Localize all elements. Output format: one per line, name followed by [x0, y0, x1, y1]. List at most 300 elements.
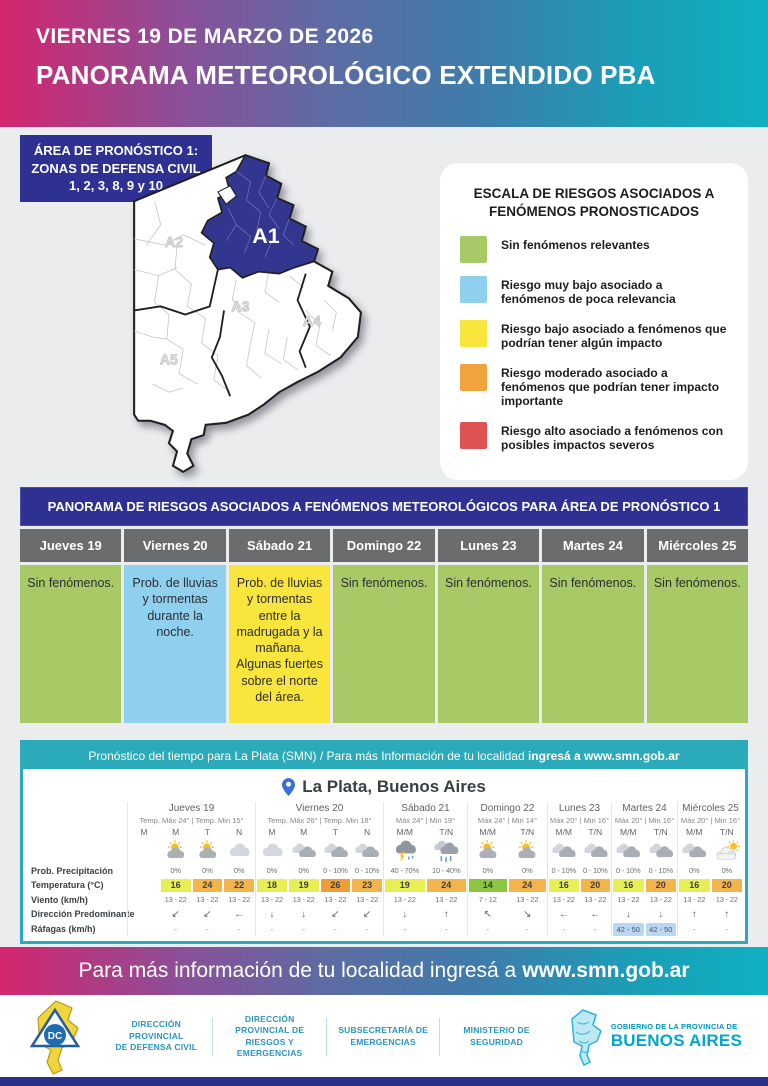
- gust-cell: [468, 922, 508, 937]
- forecast-period-column: [645, 826, 678, 937]
- temperature-cell: [320, 878, 352, 893]
- forecast-row-label: Prob. Precipitación: [31, 866, 114, 876]
- temperature-cell: [384, 878, 426, 893]
- gust-cell: [351, 922, 383, 937]
- gust-cell: [580, 922, 612, 937]
- gust-cell: [288, 922, 320, 937]
- temperature-cell: [256, 878, 288, 893]
- risk-cell: Sin fenómenos.: [333, 565, 434, 723]
- weather-icon-cell: [128, 838, 160, 864]
- weather-icon-cell: [320, 838, 352, 864]
- gust-cell: [426, 922, 468, 937]
- wind-direction-arrow: ↙: [203, 909, 212, 920]
- precipitation-value: 0%: [721, 866, 732, 875]
- storm-icon: [389, 838, 421, 864]
- weather-icon-cell: [288, 838, 320, 864]
- rain-icon: [430, 838, 462, 864]
- gust-cell: [548, 922, 580, 937]
- forecast-day: [677, 802, 743, 937]
- zone-label-a5: A5: [159, 352, 179, 369]
- org-line2: EMERGENCIAS: [350, 1036, 416, 1047]
- risk-day-header: Jueves 19: [20, 529, 121, 562]
- area-label-line2: ZONAS DE DEFENSA CIVIL: [31, 160, 201, 176]
- forecast-day-name: Domingo 22: [480, 803, 535, 814]
- gust-value: -: [334, 925, 337, 934]
- legend-item: [460, 320, 728, 351]
- forecast-day-name: Miércoles 25: [682, 803, 739, 814]
- forecast-period-column: [426, 826, 468, 937]
- forecast-day-name: Lunes 23: [558, 803, 601, 814]
- wind-value: 13 - 22: [393, 895, 416, 904]
- forecast-day-minmax: Temp. Máx 24° | Temp. Min 15°: [139, 816, 244, 825]
- wind-value: 7 - 12: [478, 895, 497, 904]
- weather-icon-cell: [384, 838, 426, 864]
- cloud-sun-icon: [711, 838, 743, 864]
- precipitation-value: 0 - 10%: [354, 866, 380, 875]
- legend-item-label: Riesgo muy bajo asociado a fenómenos de poca relevancia: [501, 278, 676, 307]
- temperature-cell: [351, 878, 383, 893]
- forecast-day-periods: [612, 826, 677, 937]
- forecast-period-column: [320, 826, 352, 937]
- map-section: [0, 127, 768, 485]
- forecast-period-column: [678, 826, 711, 937]
- precipitation-value: 0%: [202, 866, 213, 875]
- forecast-day-minmax: Temp. Máx 26° | Temp. Min 18°: [267, 816, 372, 825]
- period-label: M: [300, 827, 308, 837]
- gust-value: -: [206, 925, 209, 934]
- org-name: [440, 1025, 552, 1048]
- period-label: N: [364, 827, 371, 837]
- legend-item-label: Sin fenómenos relevantes: [501, 238, 650, 253]
- cloud-icon: [351, 838, 383, 864]
- precipitation-value: 0%: [689, 866, 700, 875]
- government-logo: [563, 1008, 742, 1066]
- wind-value: 13 - 22: [228, 895, 251, 904]
- temperature-cell: [508, 878, 548, 893]
- wind-value: 13 - 22: [617, 895, 640, 904]
- gust-cell: [160, 922, 192, 937]
- gust-value: -: [237, 925, 241, 934]
- wind-value: 13 - 22: [292, 895, 315, 904]
- risk-column: [438, 529, 539, 723]
- wind-direction-arrow: ↓: [658, 909, 664, 920]
- forecast-period-column: [508, 826, 548, 937]
- forecast-period-column: [468, 826, 508, 937]
- temperature-value: 22: [224, 879, 254, 892]
- weather-icon-cell: [580, 838, 612, 864]
- province-map: [112, 147, 380, 479]
- risk-column: [542, 529, 643, 723]
- weather-icon-cell: [548, 838, 580, 864]
- forecast-period-column: [351, 826, 383, 937]
- forecast-day-periods: [128, 826, 255, 937]
- cloud-icon: [612, 838, 644, 864]
- wind-value: 13 - 22: [649, 895, 672, 904]
- forecast-day: [547, 802, 611, 937]
- org-name: [213, 1014, 325, 1060]
- wind-value: [128, 893, 160, 907]
- wind-value: 13 - 22: [715, 895, 738, 904]
- precipitation-value: 0%: [298, 866, 309, 875]
- risk-table: [20, 529, 748, 723]
- forecast-table: [23, 802, 745, 941]
- legend-color-swatch: [460, 236, 487, 263]
- forecast-days: [127, 802, 743, 937]
- precipitation-value: 0 - 10%: [616, 866, 641, 875]
- temperature-value: 20: [646, 879, 677, 892]
- wind-direction-arrow: ↙: [171, 909, 180, 920]
- forecast-day: [127, 802, 255, 937]
- precipitation-value: 0%: [522, 866, 533, 875]
- temperature-value: 16: [549, 879, 579, 892]
- temperature-cell: [711, 878, 744, 893]
- gust-value: -: [526, 925, 529, 934]
- temperature-value: 20: [581, 879, 611, 892]
- gust-value: -: [486, 925, 489, 934]
- precipitation-value: 0 - 10%: [551, 866, 576, 875]
- legend-color-swatch: [460, 422, 487, 449]
- location-pin-icon: [282, 778, 295, 796]
- forecast-day-periods: [468, 826, 547, 937]
- wind-value: 13 - 22: [516, 895, 539, 904]
- gust-value: 42 - 50: [613, 923, 644, 936]
- temperature-value: 23: [352, 879, 382, 892]
- gust-value: -: [270, 925, 274, 934]
- wind-direction-arrow: ↑: [691, 909, 697, 920]
- forecast-period-column: [288, 826, 320, 937]
- gust-cell: [612, 922, 645, 937]
- weather-icon-cell: [351, 838, 383, 864]
- weather-icon-cell: [160, 838, 192, 864]
- period-label: M: [140, 827, 148, 837]
- legend-item-label: Riesgo alto asociado a fenómenos con posibles impactos severos: [501, 423, 724, 453]
- weather-icon-cell: [223, 838, 255, 864]
- wind-direction-arrow: ↘: [523, 909, 532, 920]
- wind-direction-arrow: ↑: [443, 909, 449, 920]
- sun-cloud-icon: [160, 838, 192, 864]
- risk-column: [229, 529, 330, 723]
- temperature-cell: [192, 878, 224, 893]
- forecast-day: [611, 802, 677, 937]
- page-title: PANORAMA METEOROLÓGICO EXTENDIDO PBA: [36, 60, 656, 90]
- cloud-light-icon: [256, 838, 288, 864]
- org-line1: DIRECCIÓN PROVINCIAL DE: [235, 1013, 305, 1036]
- wind-direction-arrow: ↓: [402, 909, 408, 920]
- footer-logos: [0, 995, 768, 1078]
- temperature-value: 24: [193, 879, 223, 892]
- cloud-icon: [548, 838, 580, 864]
- period-label: M/M: [685, 827, 703, 837]
- location-name: La Plata, Buenos Aires: [302, 777, 486, 796]
- gust-cell: [508, 922, 548, 937]
- legend-color-swatch: [460, 276, 487, 303]
- wind-direction-arrow: ↑: [724, 909, 730, 920]
- gust-cell: [384, 922, 426, 937]
- area-label-line3: 1, 2, 3, 8, 9 y 10: [69, 178, 163, 194]
- risk-day-header: Martes 24: [542, 529, 643, 562]
- period-label: T/N: [653, 827, 668, 837]
- org-name: [327, 1025, 439, 1048]
- wind-direction-arrow: ↓: [625, 909, 631, 920]
- footer-banner-link[interactable]: www.smn.gob.ar: [522, 959, 690, 982]
- area-label-line1: ÁREA DE PRONÓSTICO 1:: [33, 143, 199, 158]
- precipitation-value: 0%: [233, 866, 245, 875]
- risk-day-header: Domingo 22: [333, 529, 434, 562]
- forecast-label-spacer: [27, 802, 127, 864]
- period-label: T: [204, 827, 210, 837]
- wind-direction-arrow: ↓: [301, 909, 307, 920]
- risk-cell: Sin fenómenos.: [542, 565, 643, 723]
- forecast-period-column: [223, 826, 255, 937]
- gust-cell: [711, 922, 744, 937]
- precipitation-value: 0%: [266, 866, 278, 875]
- org-line2: SEGURIDAD: [470, 1036, 523, 1047]
- forecast-day-name: Sábado 21: [401, 803, 450, 814]
- gust-value: 42 - 50: [646, 923, 677, 936]
- risk-cell: Sin fenómenos.: [438, 565, 539, 723]
- period-label: N: [236, 827, 243, 837]
- buenos-aires-map-icon: [563, 1008, 603, 1066]
- period-label: M/M: [555, 827, 573, 837]
- weather-icon-cell: [192, 838, 224, 864]
- period-label: M: [172, 827, 180, 837]
- weather-icon-cell: [256, 838, 288, 864]
- forecast-day: [255, 802, 383, 937]
- precipitation-value: 0%: [170, 866, 181, 875]
- gust-value: -: [693, 925, 696, 934]
- risk-day-header: Sábado 21: [229, 529, 330, 562]
- org-line1: DIRECCIÓN PROVINCIAL: [129, 1019, 184, 1041]
- smn-bar-text: Pronóstico del tiempo para La Plata (SMN) / Para más Información de tu localidad: [88, 749, 528, 763]
- legend-items: [460, 236, 728, 453]
- location-heading: [23, 772, 745, 802]
- forecast-day: [383, 802, 467, 937]
- weather-icon-cell: [678, 838, 711, 864]
- forecast-row-label: Ráfagas (km/h): [31, 924, 96, 934]
- weather-icon-cell: [468, 838, 508, 864]
- org-names: [100, 1014, 553, 1060]
- legend-item-label: Riesgo bajo asociado a fenómenos que podrían tener algún impacto: [501, 321, 727, 351]
- temperature-value: 18: [257, 879, 287, 892]
- legend-item: [460, 236, 728, 263]
- legend-item-label: Riesgo moderado asociado a fenómenos que podrían tener impacto importante: [501, 365, 720, 409]
- forecast-day-minmax: Máx 24° | Min 14°: [477, 816, 538, 825]
- period-label: T/N: [719, 827, 734, 837]
- forecast-day-periods: [548, 826, 611, 937]
- legend-color-swatch: [460, 320, 487, 347]
- cloud-icon: [645, 838, 677, 864]
- period-label: T/N: [520, 827, 535, 837]
- period-label: M: [268, 827, 276, 837]
- forecast-period-column: [580, 826, 612, 937]
- cloud-icon: [320, 838, 352, 864]
- org-line2: RIESGOS Y EMERGENCIAS: [236, 1036, 303, 1058]
- gust-value: -: [403, 925, 406, 934]
- gust-value: [129, 923, 159, 936]
- forecast-day-minmax: Máx 24° | Min 19°: [395, 816, 456, 825]
- wind-value: 13 - 22: [435, 895, 458, 904]
- temperature-cell: [548, 878, 580, 893]
- period-label: M/M: [479, 827, 497, 837]
- temperature-cell: [678, 878, 711, 893]
- wind-value: 13 - 22: [552, 895, 575, 904]
- forecast-day-name: Martes 24: [622, 803, 667, 814]
- weather-icon-cell: [645, 838, 678, 864]
- risk-column: [333, 529, 434, 723]
- wind-direction-arrow: [128, 907, 160, 922]
- risk-day-header: Viernes 20: [124, 529, 225, 562]
- wind-direction-arrow: ←: [234, 909, 245, 920]
- gust-value: -: [174, 925, 177, 934]
- forecast-day-minmax: Máx 20° | Min 16°: [549, 816, 610, 825]
- gust-cell: [223, 922, 255, 937]
- zone-label-a2: A2: [164, 235, 184, 252]
- risk-cell: Prob. de lluvias y tormentas durante la noche.: [124, 565, 225, 723]
- temperature-value: 19: [385, 879, 425, 892]
- wind-direction-arrow: ↙: [362, 909, 372, 920]
- forecast-period-column: [711, 826, 744, 937]
- temperature-value: 20: [712, 879, 743, 892]
- legend-item: [460, 422, 728, 453]
- wind-value: 13 - 22: [164, 895, 187, 904]
- wind-value: 13 - 22: [356, 895, 379, 904]
- org-line1: MINISTERIO DE: [463, 1025, 530, 1036]
- gust-value: -: [562, 925, 565, 934]
- risk-table-section: [20, 487, 748, 723]
- gust-value: -: [725, 925, 728, 934]
- precipitation-value: 0 - 10%: [583, 866, 608, 875]
- smn-widget-header: [23, 743, 745, 769]
- temperature-value: 19: [289, 879, 319, 892]
- forecast-row-label: Dirección Predominante: [31, 909, 135, 919]
- temperature-cell: [426, 878, 468, 893]
- gust-cell: [320, 922, 352, 937]
- precipitation-value: 40 - 70%: [390, 866, 419, 875]
- risk-day-header: Miércoles 25: [647, 529, 748, 562]
- temperature-cell: [612, 878, 645, 893]
- sun-cloud-icon: [511, 838, 543, 864]
- bottom-accent-strip: [0, 1077, 768, 1086]
- weather-icon-cell: [508, 838, 548, 864]
- forecast-row-label: Viento (km/h): [31, 895, 88, 905]
- risk-cell: Sin fenómenos.: [647, 565, 748, 723]
- temperature-value: 16: [679, 879, 710, 892]
- org-line1: SUBSECRETARÍA DE: [338, 1025, 428, 1036]
- temperature-cell: [160, 878, 192, 893]
- forecast-period-column: [256, 826, 288, 937]
- forecast-period-column: [548, 826, 580, 937]
- temperature-value: 16: [613, 879, 644, 892]
- period-label: M/M: [396, 827, 414, 837]
- risk-cell: Prob. de lluvias y tormentas entre la madrugada y la mañana. Algunas fuertes sobre el norte del área.: [229, 565, 330, 723]
- period-label: T: [332, 827, 338, 837]
- period-label: T/N: [439, 827, 454, 837]
- temperature-value: 14: [469, 879, 507, 892]
- forecast-row-label: Temperatura (°C): [31, 880, 104, 890]
- wind-direction-arrow: ←: [558, 909, 569, 920]
- smn-widget: [20, 740, 748, 944]
- wind-direction-arrow: ↓: [269, 909, 275, 920]
- risk-column: [20, 529, 121, 723]
- risk-column: [124, 529, 225, 723]
- forecast-period-column: [128, 826, 160, 937]
- wind-value: 13 - 22: [324, 895, 347, 904]
- precipitation-value: [128, 864, 160, 878]
- wind-direction-arrow: ↙: [331, 909, 340, 920]
- forecast-day: [467, 802, 547, 937]
- temperature-value: 24: [427, 879, 467, 892]
- weather-icon-cell: [711, 838, 744, 864]
- wind-value: 13 - 22: [196, 895, 219, 904]
- forecast-row-labels: [27, 802, 135, 937]
- legend-title: ESCALA DE RIESGOS ASOCIADOS A FENÓMENOS PRONOSTICADOS: [473, 186, 715, 219]
- government-name: [611, 1022, 742, 1051]
- gust-cell: [192, 922, 224, 937]
- gust-cell: [256, 922, 288, 937]
- defensa-civil-logo: [26, 998, 100, 1076]
- smn-bar-link[interactable]: ingresá a www.smn.gob.ar: [527, 749, 680, 763]
- wind-direction-arrow: ↖: [483, 909, 492, 920]
- precipitation-value: 10 - 40%: [432, 866, 461, 875]
- wind-value: 13 - 22: [584, 895, 607, 904]
- gust-cell: [678, 922, 711, 937]
- wind-value: 13 - 22: [683, 895, 706, 904]
- gust-value: -: [302, 925, 305, 934]
- precipitation-value: 0%: [482, 866, 493, 875]
- cloud-light-icon: [223, 838, 255, 864]
- forecast-period-column: [192, 826, 224, 937]
- gust-value: -: [365, 925, 369, 934]
- forecast-period-column: [384, 826, 426, 937]
- wind-value: 13 - 22: [260, 895, 283, 904]
- risk-column: [647, 529, 748, 723]
- gust-value: -: [594, 925, 597, 934]
- sun-cloud-icon: [192, 838, 224, 864]
- precipitation-value: 0 - 10%: [648, 866, 673, 875]
- forecast-day-periods: [678, 826, 743, 937]
- forecast-day-name: Jueves 19: [168, 803, 215, 814]
- risk-day-header: Lunes 23: [438, 529, 539, 562]
- temperature-cell: [223, 878, 255, 893]
- forecast-period-column: [612, 826, 645, 937]
- forecast-day-periods: [384, 826, 467, 937]
- sun-cloud-icon: [472, 838, 504, 864]
- temperature-value: 26: [321, 879, 351, 892]
- footer-banner: [0, 947, 768, 995]
- temperature-cell: [128, 878, 160, 893]
- header-banner: [0, 0, 768, 127]
- forecast-day-minmax: Máx 20° | Min 16°: [680, 816, 741, 825]
- wind-direction-arrow: ←: [590, 909, 601, 920]
- dc-logo-text: DC: [47, 1030, 63, 1042]
- forecast-day-name: Viernes 20: [295, 803, 344, 814]
- risk-scale-legend: [440, 163, 748, 480]
- precipitation-value: 0 - 10%: [323, 866, 348, 875]
- cloud-icon: [678, 838, 710, 864]
- gov-line2: BUENOS AIRES: [610, 1031, 742, 1050]
- forecast-day-periods: [256, 826, 383, 937]
- zone-label-a1: A1: [252, 224, 280, 249]
- org-name: [100, 1019, 212, 1053]
- cloud-icon: [580, 838, 612, 864]
- forecast-period-column: [160, 826, 192, 937]
- weather-icon-cell: [426, 838, 468, 864]
- footer-banner-text: Para más información de tu localidad ingresá a: [78, 959, 517, 982]
- org-line2: DE DEFENSA CIVIL: [115, 1042, 198, 1053]
- period-label: M/M: [619, 827, 637, 837]
- zone-label-a3: A3: [231, 299, 250, 316]
- temperature-cell: [288, 878, 320, 893]
